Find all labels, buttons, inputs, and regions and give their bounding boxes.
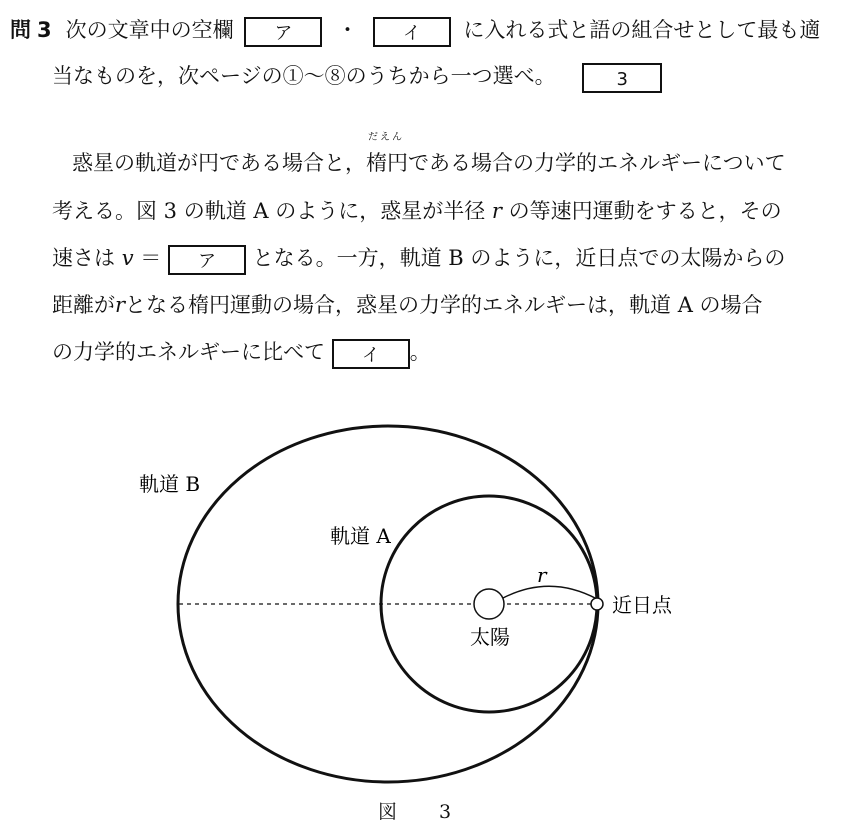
blank-a-inline-box: ア	[168, 245, 246, 275]
ellipse-kanji: 楕円	[366, 151, 408, 175]
body-text-2b: の等速円運動をすると，その	[508, 199, 782, 223]
question-text-2: 当なものを，次ページの	[52, 64, 283, 88]
sun-label: 太陽	[470, 625, 510, 649]
perihelion-point	[591, 598, 603, 610]
body-text-4b: となる楕円運動の場合，惑星の力学的エネルギーは，軌道 A の場合	[125, 293, 763, 317]
choice-last: ⑧	[324, 64, 346, 88]
answer-number-box: 3	[582, 63, 662, 93]
question-text: 次の文章中の空欄	[65, 18, 234, 42]
blank-i-inline-box: イ	[332, 339, 410, 369]
body-text-1b: である場合の力学的エネルギーについて	[408, 151, 786, 175]
body-text-3b: となる。一方，軌道 B のように，近日点での太陽からの	[252, 246, 786, 270]
sun-circle	[474, 589, 504, 619]
choice-tilde: ～	[303, 64, 325, 88]
blank-a-box: ア	[244, 17, 322, 47]
var-r-2: r	[115, 293, 126, 317]
perihelion-label: 近日点	[612, 593, 672, 617]
orbit-a-label: 軌道 A	[330, 524, 391, 548]
var-r: r	[491, 199, 502, 223]
body-text-1a: 惑星の軌道が円である場合と，	[72, 151, 366, 175]
blank-i-box: イ	[373, 17, 451, 47]
body-text-3a: 速さは	[52, 246, 115, 270]
body-text-2a: 考える。図 3 の軌道 A のように，惑星が半径	[52, 199, 486, 223]
body-text-4a: 距離が	[52, 293, 115, 317]
question-label: 問	[10, 18, 31, 42]
equals-sign: ＝	[140, 246, 162, 270]
choice-first: ①	[282, 64, 304, 88]
ruby-reading: だえん	[368, 132, 404, 143]
separator-dot: ・	[337, 18, 358, 42]
question-text-2-end: のうちから一つ選べ。	[345, 64, 556, 88]
figure-caption: 図 3	[378, 801, 470, 823]
body-text-5b: 。	[409, 340, 431, 364]
question-number: 3	[37, 18, 52, 42]
question-text-cont: に入れる式と語の組合せとして最も適	[463, 18, 821, 42]
radius-arc	[503, 586, 597, 599]
r-label: r	[537, 563, 547, 587]
body-text-5a: の力学的エネルギーに比べて	[52, 340, 325, 364]
orbit-b-label: 軌道 B	[139, 472, 201, 496]
var-v: v	[121, 246, 134, 270]
